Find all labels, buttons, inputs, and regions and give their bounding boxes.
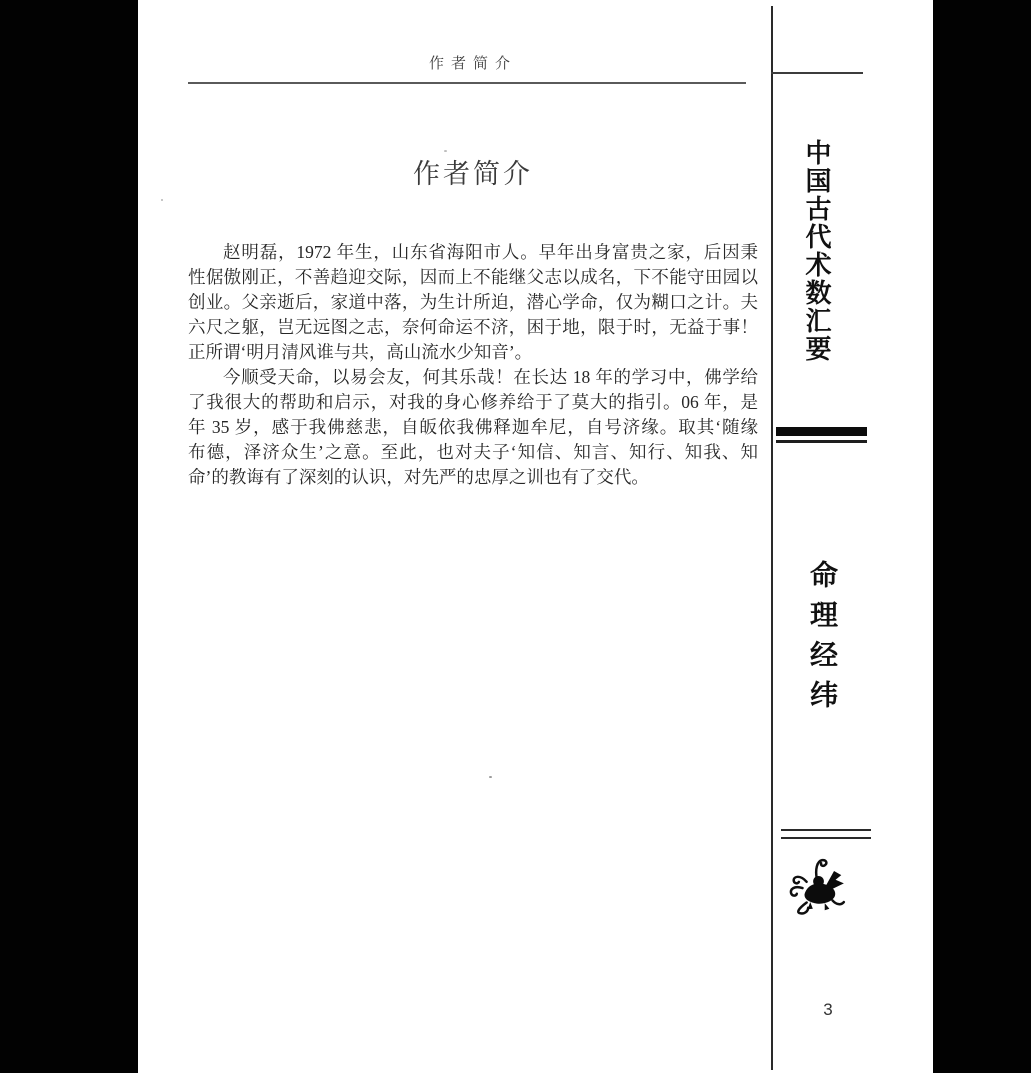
text-line: 命’的教诲有了深刻的认识，对先严的忠厚之训也有了交代。 <box>188 467 649 487</box>
text-line: 正所谓‘明月清风谁与共，高山流水少知音’。 <box>188 342 533 362</box>
ink-speck <box>161 199 163 201</box>
page-number: 3 <box>823 1000 833 1019</box>
text-line: 了我很大的帮助和启示，对我的身心修养给于了莫大的指引。06 年，是 <box>188 392 758 412</box>
text-line: 性倨傲刚正，不善趋迎交际，因而上不能继父志以成名，下不能守田园以 <box>188 267 758 287</box>
scan-margin-left <box>0 0 138 1073</box>
running-head: 作者简介 <box>428 55 517 72</box>
header-rule <box>188 82 746 84</box>
paragraph <box>188 365 758 490</box>
ink-speck <box>444 150 447 152</box>
sidebar-top-tick-rule <box>771 72 863 74</box>
sidebar-double-line-bottom <box>781 837 871 839</box>
text-line: 今顺受天命，以易会友，何其乐哉！在长达 18 年的学习中，佛学给 <box>223 367 758 387</box>
page-title: 作者简介 <box>413 159 533 189</box>
sidebar-divider-thin-bar <box>776 440 867 443</box>
text-line: 年 35 岁，感于我佛慈悲，自皈依我佛释迦牟尼，自号济缘。取其‘随缘 <box>188 417 758 437</box>
sidebar-double-line-top <box>781 829 871 831</box>
scan-margin-right <box>933 0 1031 1073</box>
text-line: 六尺之躯，岂无远图之志，奈何命运不济，困于地，限于时，无益于事！ <box>188 317 758 337</box>
body-text <box>188 240 758 490</box>
paragraph <box>188 240 758 365</box>
sidebar-vertical-rule <box>771 6 773 1070</box>
volume-title-vertical: 命理经纬 <box>806 560 837 720</box>
ink-speck <box>489 776 492 778</box>
text-line: 创业。父亲逝后，家道中落，为生计所迫，潜心学命，仅为糊口之计。夫 <box>188 292 758 312</box>
series-title-vertical: 中国古代术数汇要 <box>802 139 831 363</box>
text-line: 赵明磊，1972 年生，山东省海阳市人。早年出身富贵之家，后因秉 <box>223 242 758 262</box>
sidebar-divider-thick-bar <box>776 427 867 436</box>
mythical-beast-seal-icon <box>788 857 848 915</box>
text-line: 布德，泽济众生’之意。至此，也对夫子‘知信、知言、知行、知我、知 <box>188 442 758 462</box>
